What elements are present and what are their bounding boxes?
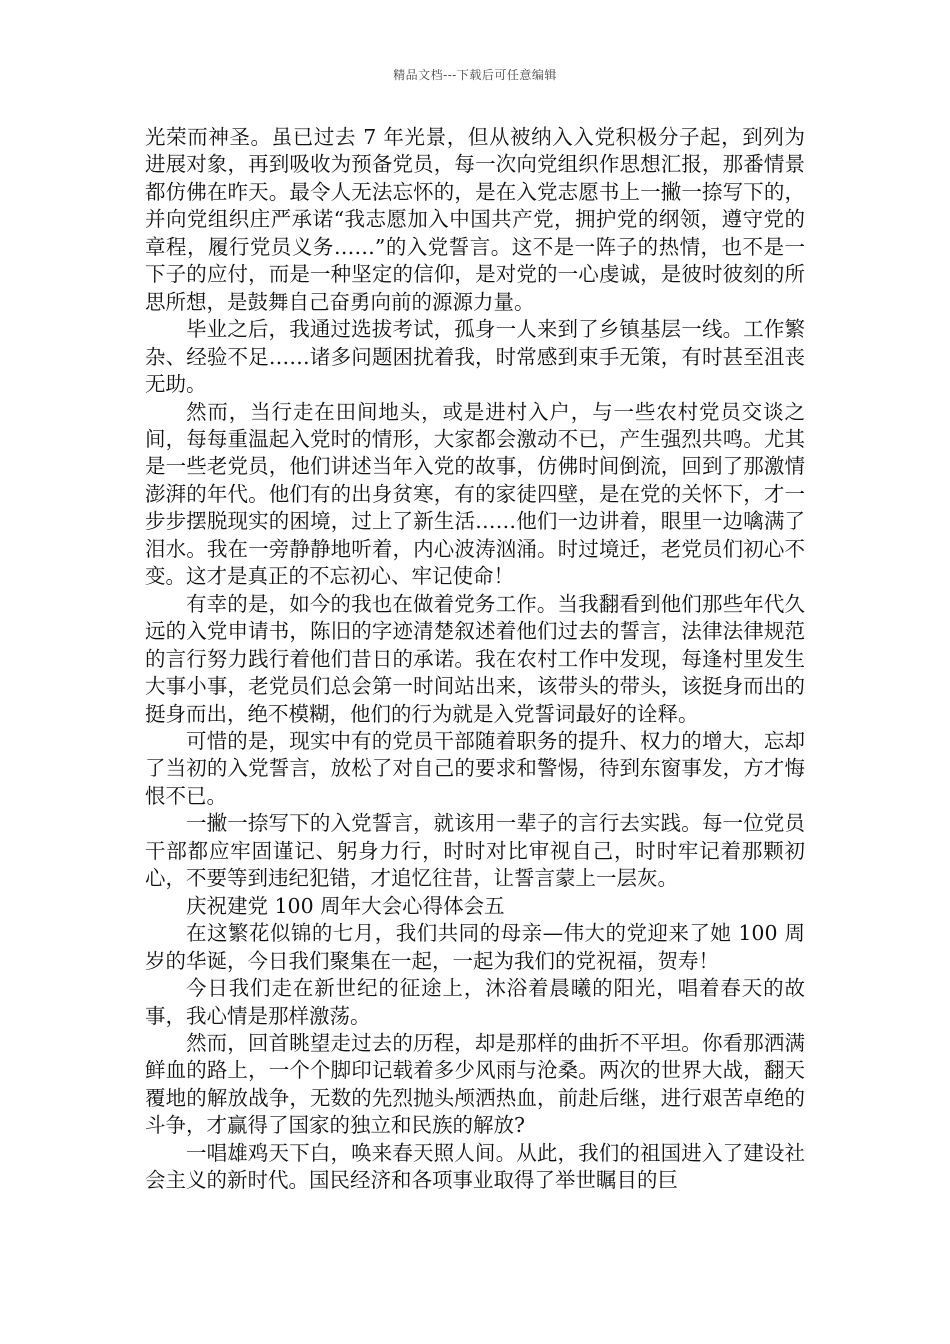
section-heading: 庆祝建党 100 周年大会心得体会五 [186, 893, 505, 918]
paragraph: 今日我们走在新世纪的征途上，沐浴着晨曦的阳光，唱着春天的故事，我心情是那样激荡。 [145, 976, 805, 1028]
page-header: 精品文档---下载后可任意编辑 [393, 68, 557, 82]
paragraph: 有幸的是，如今的我也在做着党务工作。当我翻看到他们那些年代久远的入党申请书，陈旧的字迹清楚叙述着他们过去的誓言，法律法律规范的言行努力践行着他们昔日的承诺。我在农村工作中发现，每逢村里发生大事小事，老党员们总会第一时间站出来，该带头的带头，该挺身而出的挺身而出，绝不模糊，他们的行为就是入党誓词最好的诠释。 [145, 591, 805, 726]
paragraph: 一唱雄鸡天下白，唤来春天照人间。从此，我们的祖国进入了建设社会主义的新时代。国民经济和各项事业取得了举世瞩目的巨 [145, 1140, 805, 1193]
paragraph: 一撇一捺写下的入党誓言，就该用一辈子的言行去实践。每一位党员干部都应牢固谨记、躬身力行，时时对比审视自己，时时牢记着那颗初心，不要等到违纪犯错，才追忆往昔，让誓言蒙上一层灰。 [145, 811, 805, 891]
document-body [145, 124, 805, 1195]
paragraph: 然而，当行走在田间地头，或是进村入户，与一些农村党员交谈之间，每每重温起入党时的情形，大家都会激动不已，产生强烈共鸣。尤其是一些老党员，他们讲述当年入党的故事，仿佛时间倒流，回到了那激情澎湃的年代。他们有的出身贫寒，有的家徒四壁，是在党的关怀下，才一步步摆脱现实的困境，过上了新生活……他们一边讲着，眼里一边噙满了泪水。我在一旁静静地听着，内心波涛汹涌。时过境迁，老党员们初心不变。这才是真正的不忘初心、牢记使命！ [145, 399, 805, 589]
paragraph: 光荣而神圣。虽已过去 7 年光景，但从被纳入入党积极分子起，到列为进展对象，再到吸收为预备党员，每一次向党组织作思想汇报，那番情景都仿佛在昨天。最令人无法忘怀的，是在入党志愿书上一撇一捺写下的，并向党组织庄严承诺“我志愿加入中国共产党，拥护党的纲领，遵守党的章程，履行党员义务……”的入党誓言。这不是一阵子的热情，也不是一下子的应付，而是一种坚定的信仰，是对党的一心虔诚，是彼时彼刻的所思所想，是鼓舞自己奋勇向前的源源力量。 [145, 125, 805, 314]
paragraph: 在这繁花似锦的七月，我们共同的母亲—伟大的党迎来了她 100 周岁的华诞，今日我们聚集在一起，一起为我们的党祝福，贺寿！ [145, 921, 805, 973]
paragraph: 毕业之后，我通过选拔考试，孤身一人来到了乡镇基层一线。工作繁杂、经验不足……诸多问题困扰着我，时常感到束手无策，有时甚至沮丧无助。 [145, 317, 805, 397]
paragraph: 可惜的是，现实中有的党员干部随着职务的提升、权力的增大，忘却了当初的入党誓言，放松了对自己的要求和警惕，待到东窗事发，方才悔恨不已。 [145, 728, 805, 808]
paragraph: 然而，回首眺望走过去的历程，却是那样的曲折不平坦。你看那洒满鲜血的路上，一个个脚印记载着多少风雨与沧桑。两次的世界大战，翻天覆地的解放战争，无数的先烈抛头颅洒热血，前赴后继，进行艰苦卓绝的斗争，才赢得了国家的独立和民族的解放? [145, 1030, 805, 1138]
